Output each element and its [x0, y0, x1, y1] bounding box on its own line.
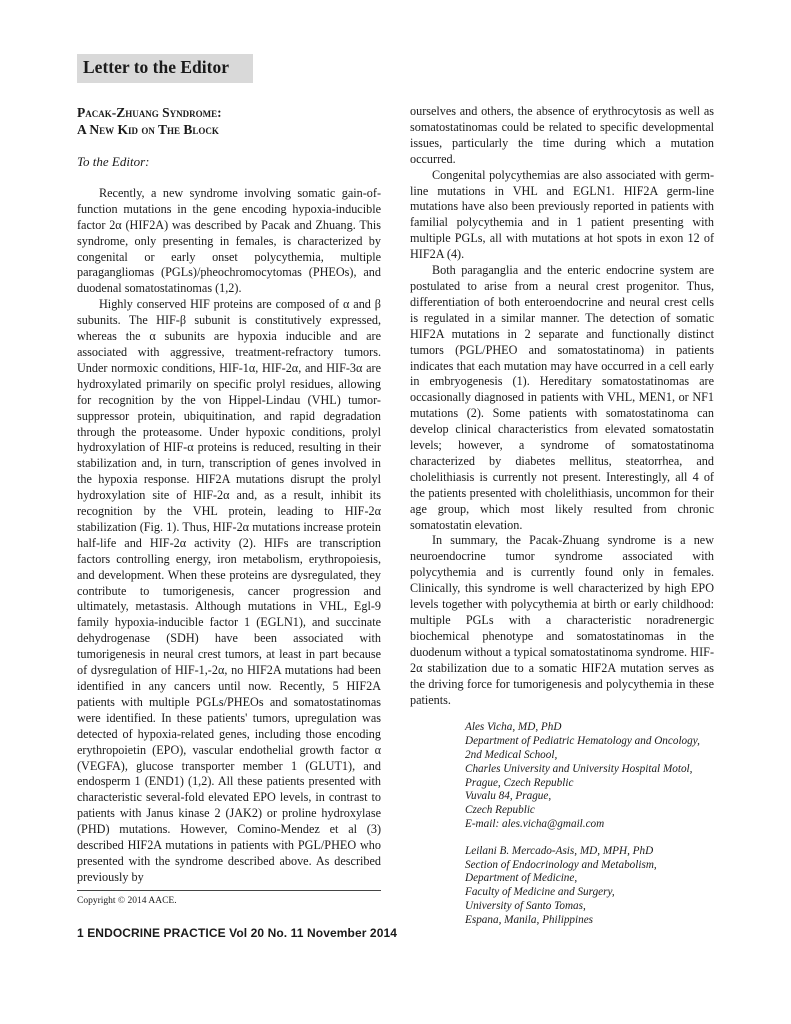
body-paragraph: Recently, a new syndrome involving somatic gain-of-function mutations in the gene encoding hypoxia-inducible factor 2α (HIF2A) was described by Pacak and Zhuang. This syndrome, only presenting in females, is characterized by congenital or early onset polycythemia, multiple paragangliomas (PGLs)/pheochromocytomas (PHEOs), and duodenal somatostatinomas (1,2). — [77, 185, 381, 296]
signature-line: Czech Republic — [465, 804, 535, 817]
article-title-line-2: A New Kid on The Block — [77, 122, 219, 137]
author-email[interactable]: E-mail: ales.vicha@gmail.com — [465, 818, 605, 831]
section-label: Letter to the Editor — [77, 54, 253, 83]
article-title — [77, 104, 381, 138]
signature-line: Ales Vicha, MD, PhD — [465, 721, 562, 734]
signature-line: 2nd Medical School, — [465, 749, 558, 762]
footnote-divider — [77, 890, 381, 891]
signature-line: Section of Endocrinology and Metabolism, — [465, 858, 657, 871]
body-paragraph: In summary, the Pacak-Zhuang syndrome is a new neuroendocrine tumor syndrome associated with polycythemia and is currently found only in females. Clinically, this syndrome is well characterized by high EPO levels together with polycythemia at birth or early childhood: multiple PGLs with a characteristic noradrenergic biochemical phenotype and somatostatinomas in the duodenum without a typical somatostatinoma syndrome. HIF-2α stabilization due to a somatic HIF2A mutation serves as the driving force for tumorigenesis and polycythemia in these patients. — [410, 533, 714, 707]
left-column — [77, 104, 381, 886]
author-signature — [465, 845, 714, 928]
author-signature — [465, 721, 714, 831]
body-paragraph: ourselves and others, the absence of erythrocytosis as well as somatostatinomas could be related to specific developmental issues, particularly the time during which a mutation occurred. — [410, 104, 714, 166]
signature-line: Vuvalu 84, Prague, — [465, 790, 552, 803]
signature-line: University of Santo Tomas, — [465, 900, 586, 912]
body-paragraph: Highly conserved HIF proteins are composed of α and β subunits. The HIF-β subunit is constitutively expressed, whereas the α subunits are hypoxia inducible and are associated with aggressive, treatment-refractory tumors. Under normoxic conditions, HIF-1α, HIF-2α, and HIF-3α are hydroxylated primarily on specific prolyl residues, allowing for recognition by the von Hippel-Lindau (VHL) tumor-suppressor protein, ubiquitination, and rapid degradation through the proteasome. Under hypoxic conditions, prolyl hydroxylation of HIF-α proteins is reduced, resulting in their stabilization and, in turn, transcription of genes involved in the hypoxia response. HIF2A mutations disrupt the prolyl hydroxylation site of HIF-2α and, as a result, inhibit its recognition by the VHL protein, leading to HIF-2α stabilization (Fig. 1). Thus, HIF-2α mutations increase protein half-life and HIF-2α activity (2). HIFs are transcription factors controlling energy, iron metabolism, erythropoiesis, and development. When these proteins are dysregulated, they contribute to tumorigenesis, cancer progression and ultimately, metastasis. Although mutations in VHL, Egl-9 family hypoxia-inducible factor 1 (EGLN1), and succinate dehydrogenase (SDH) have been associated with tumorigenesis in neural crest tumors, at least in part because of dysregulation of HIF-1,-2α, no HIF2A mutations had been identified in any cancers until now. Recently, 5 HIF2A patients with multiple PGLs/PHEOs and somatostatinomas were identified. In these patients' tumors, upregulation was detected of hypoxia-related genes, including those encoding erythropoietin (EPO), vascular endothelial growth factor α (VEGFA), glucose transporter member 1 (GLUT1), and endosperm 1 (END1) (1,2). All these patients presented with characteristic several-fold elevated EPO levels, in contrast to patients with Janus kinase 2 (JAK2) or proline hydroxylase (PHD) mutations. However, Comino-Mendez et al (3) described HIF2A mutations in patients with PGL/PHEO who presented with the syndrome described above. As described previously by — [77, 297, 381, 884]
body-paragraph: Both paraganglia and the enteric endocrine system are postulated to arise from a neural crest progenitor. Thus, differentiation of both enteroendocrine and neural crest cells is regulated in a similar manner. The detection of somatic HIF2A mutations in 2 separate and functionally distinct tumors (PGL/PHEO and somatostatinoma) in patients indicates that each mutation may have occurred in a cell early in embryogenesis (1). Hereditary somatostatinomas are occasionally diagnosed in patients with VHL, MEN1, or NF1 mutations (2). Some patients with somatostatinoma can develop clinical characteristics from elevated somatostatin levels; however, a syndrome of somatostatinoma characterized by diabetes mellitus, steatorrhea, and cholelithiasis is currently not present. Interestingly, all 4 of the patients presented with cholelithiasis, uncommon for their age group, which most likely resulted from chronic somatostatin elevation. — [410, 263, 714, 532]
signature-line: Charles University and University Hospital Motol, — [465, 762, 693, 775]
signature-line: Prague, Czech Republic — [465, 776, 574, 789]
signature-line: Faculty of Medicine and Surgery, — [465, 886, 615, 899]
page-footer: 1 ENDOCRINE PRACTICE Vol 20 No. 11 November 2014 — [77, 926, 398, 940]
signature-line: Department of Pediatric Hematology and Oncology, — [465, 735, 700, 748]
signature-line: Leilani B. Mercado-Asis, MD, MPH, PhD — [465, 844, 654, 857]
right-column — [410, 104, 714, 941]
signature-line: Espana, Manila, Philippines — [465, 913, 594, 926]
copyright-notice: Copyright © 2014 AACE. — [77, 896, 177, 906]
article-title-line-1: Pacak-Zhuang Syndrome: — [77, 105, 222, 120]
salutation: To the Editor: — [77, 154, 150, 169]
signature-line: Department of Medicine, — [465, 872, 578, 885]
body-paragraph: Congenital polycythemias are also associated with germ-line mutations in VHL and EGLN1. HIF2A germ-line mutations have also been previously reported in patients with familial polycythemia and in 1 patient presenting with multiple PGLs, all with mutations at hot spots in exon 12 of HIF2A (4). — [410, 167, 714, 262]
